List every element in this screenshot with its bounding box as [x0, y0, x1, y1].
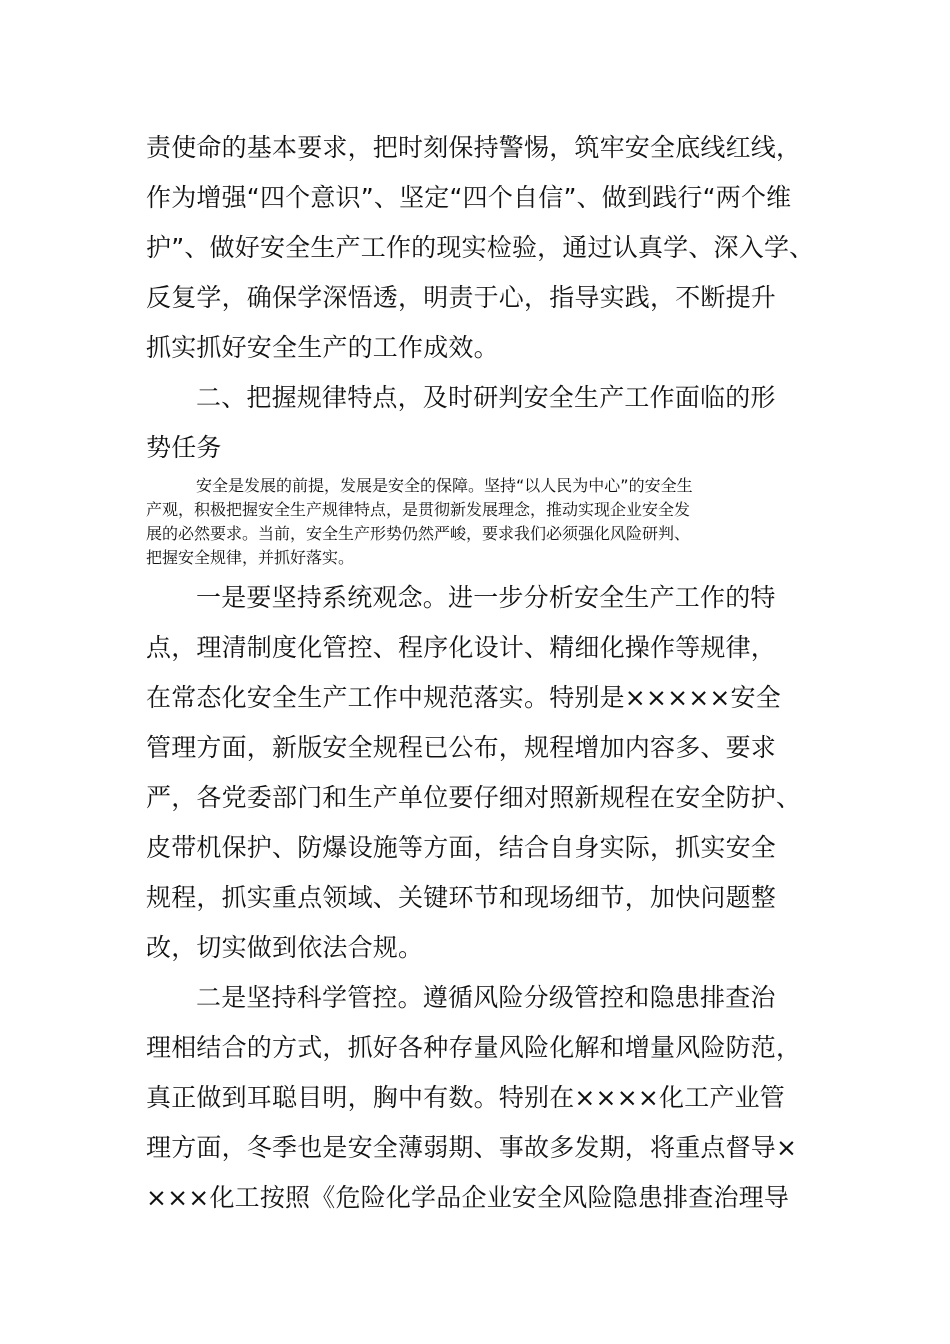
- para2-line-5: 严，各党委部门和生产单位要仔细对照新规程在安全防护、: [146, 783, 802, 812]
- section-heading-line-2: 势任务: [146, 433, 222, 462]
- para2-line-7: 规程，抓实重点领域、关键环节和现场细节，加快问题整: [146, 883, 777, 912]
- section-heading-line-1: 二、把握规律特点，及时研判安全生产工作面临的形: [196, 383, 776, 412]
- para2-line-1: 一是要坚持系统观念。进一步分析安全生产工作的特: [196, 583, 776, 612]
- para3-line-5: ×××化工按照《危险化学品企业安全风险隐患排查治理导: [146, 1183, 790, 1212]
- para2-line-3: 在常态化安全生产工作中规范落实。特别是×××××安全: [146, 683, 781, 712]
- para1-line-5: 抓实抓好安全生产的工作成效。: [146, 333, 499, 362]
- para3-line-2: 理相结合的方式，抓好各种存量风险化解和增量风险防范，: [146, 1033, 802, 1062]
- small-para-line-1: 安全是发展的前提，发展是安全的保障。坚持“以人民为中心”的安全生: [196, 476, 693, 495]
- para3-line-3: 真正做到耳聪目明，胸中有数。特别在××××化工产业管: [146, 1083, 785, 1112]
- para1-line-1: 责使命的基本要求，把时刻保持警惕，筑牢安全底线红线，: [146, 133, 802, 162]
- para1-line-3: 护”、做好安全生产工作的现实检验，通过认真学、深入学、: [146, 233, 815, 262]
- para2-line-8: 改，切实做到依法合规。: [146, 933, 424, 962]
- para2-line-6: 皮带机保护、防爆设施等方面，结合自身实际，抓实安全: [146, 833, 777, 862]
- para3-line-4: 理方面，冬季也是安全薄弱期、事故多发期，将重点督导×: [146, 1133, 798, 1162]
- small-para-line-4: 把握安全规律，并抓好落实。: [146, 548, 355, 567]
- para1-line-2: 作为增强“四个意识”、坚定“四个自信”、做到践行“两个维: [146, 183, 792, 212]
- para3-line-1: 二是坚持科学管控。遵循风险分级管控和隐患排查治: [196, 983, 776, 1012]
- small-para-line-2: 产观，积极把握安全生产规律特点，是贯彻新发展理念，推动实现企业安全发: [146, 500, 691, 519]
- para1-line-4: 反复学，确保学深悟透，明责于心，指导实践，不断提升: [146, 283, 777, 312]
- small-para-line-3: 展的必然要求。当前，安全生产形势仍然严峻，要求我们必须强化风险研判、: [146, 524, 691, 543]
- para2-line-2: 点，理清制度化管控、程序化设计、精细化操作等规律，: [146, 633, 777, 662]
- para2-line-4: 管理方面，新版安全规程已公布，规程增加内容多、要求: [146, 733, 777, 762]
